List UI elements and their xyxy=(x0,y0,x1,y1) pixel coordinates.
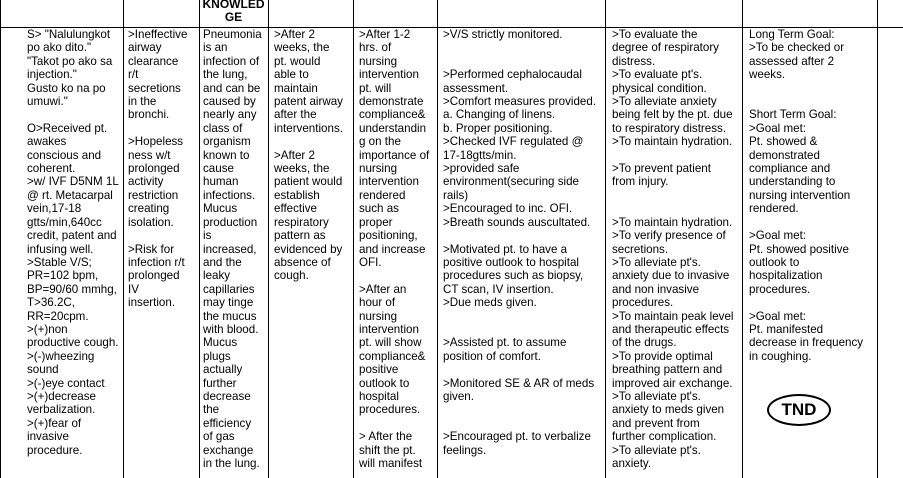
column-divider xyxy=(123,0,124,478)
assessment-cell: S> "Nalulungkot po ako dito." "Takot po ako sa injection." Gusto ko na po umuwi." O>Received pt. awakes conscious and coherent. >w/ IVF D5NM 1L @ rt. Metacarpal vein,17-18 gtts/min,640cc credit, patent and infusing well. >Stable V/S; PR=102 bpm, BP=90/60 mmhg, T>36.2C, RR=20cpm. >(+)non productive cough. >(-)wheezing sound >(-)eye contact >(+)decrease verbalization. >(+)fear of invasive procedure. xyxy=(27,28,119,457)
knowledge-cell: Pneumonia is an infection of the lung, and can be caused by nearly any class of organism known to cause human infections. Mucus production is increased, and the leaky capillaries may tinge the mucus with blood. Mucus plugs actually further decrease the efficiency of gas exchange in the lung. xyxy=(203,28,262,470)
interventions-cell: >V/S strictly monitored. >Performed cephalocaudal assessment. >Comfort measures provided. a. Changing of linens. b. Proper positioning. >Checked IVF regulated @ 17-18gtts/min. >provided safe environment(securing side rails) >Encouraged to inc. OFI. >Breath sounds auscultated. >Motivated pt. to have a positive outlook to hospital procedures such as biopsy, CT scan, IV insertion. >Due meds given. >Assisted pt. to assume position of comfort. >Monitored SE & AR of meds given. >Encouraged pt. to verbalize feelings. xyxy=(443,28,597,457)
column-divider xyxy=(268,0,269,478)
column-divider xyxy=(0,0,1,478)
evaluation-cell: Long Term Goal: >To be checked or assessed after 2 weeks. Short Term Goal: >Goal met: Pt. showed & demonstrated compliance and understanding to nursing intervention rendered. >Goal met: Pt. showed positive outlook to hospitalization procedures. >Goal met: Pt. manifested decrease in frequency in coughing. xyxy=(749,28,864,363)
tnd-stamp-box xyxy=(757,394,859,473)
column-divider xyxy=(437,0,438,478)
objectives-cell: >After 1-2 hrs. of nursing intervention pt. will demonstrate compliance& understandin g on the importance of nursing intervention rendered such as proper positioning, and increase OFI. >After an hour of nursing intervention pt. will show compliance& positive outlook to hospital procedures. > After the shift the pt. will manifest xyxy=(359,28,430,470)
diagnosis-cell: >Ineffective airway clearance r/t secretions in the bronchi. >Hopeless ness w/t prolonged activity restriction creating isolation. >Risk for infection r/t prolonged IV insertion. xyxy=(128,28,188,310)
column-divider xyxy=(605,0,606,478)
column-divider xyxy=(742,0,743,478)
column-divider xyxy=(353,0,354,478)
planning-cell: >After 2 weeks, the pt. would able to maintain patent airway after the interventions. >After 2 weeks, the patient would establish effective respiratory pattern as evidenced by absence of cough. xyxy=(274,28,343,283)
header-knowledge: KNOWLED GE xyxy=(202,0,265,24)
column-divider xyxy=(199,0,200,478)
tnd-stamp: TND xyxy=(767,394,831,426)
column-divider xyxy=(877,0,878,478)
rationale-cell: >To evaluate the degree of respiratory distress. >To evaluate pt's. physical condition. >To alleviate anxiety being felt by the pt. due to respiratory distress. >To maintain hydration. >To prevent patient from injury. >To maintain hydration. >To verify presence of secretions. >To alleviate pt's. anxiety due to invasive and non invasive procedures. >To maintain peak level and therapeutic effects of the drugs. >To provide optimal breathing pattern and improved air exchange. >To alleviate pt's. anxiety to meds given and prevent from further complication. >To alleviate pt's. anxiety. xyxy=(612,28,734,470)
